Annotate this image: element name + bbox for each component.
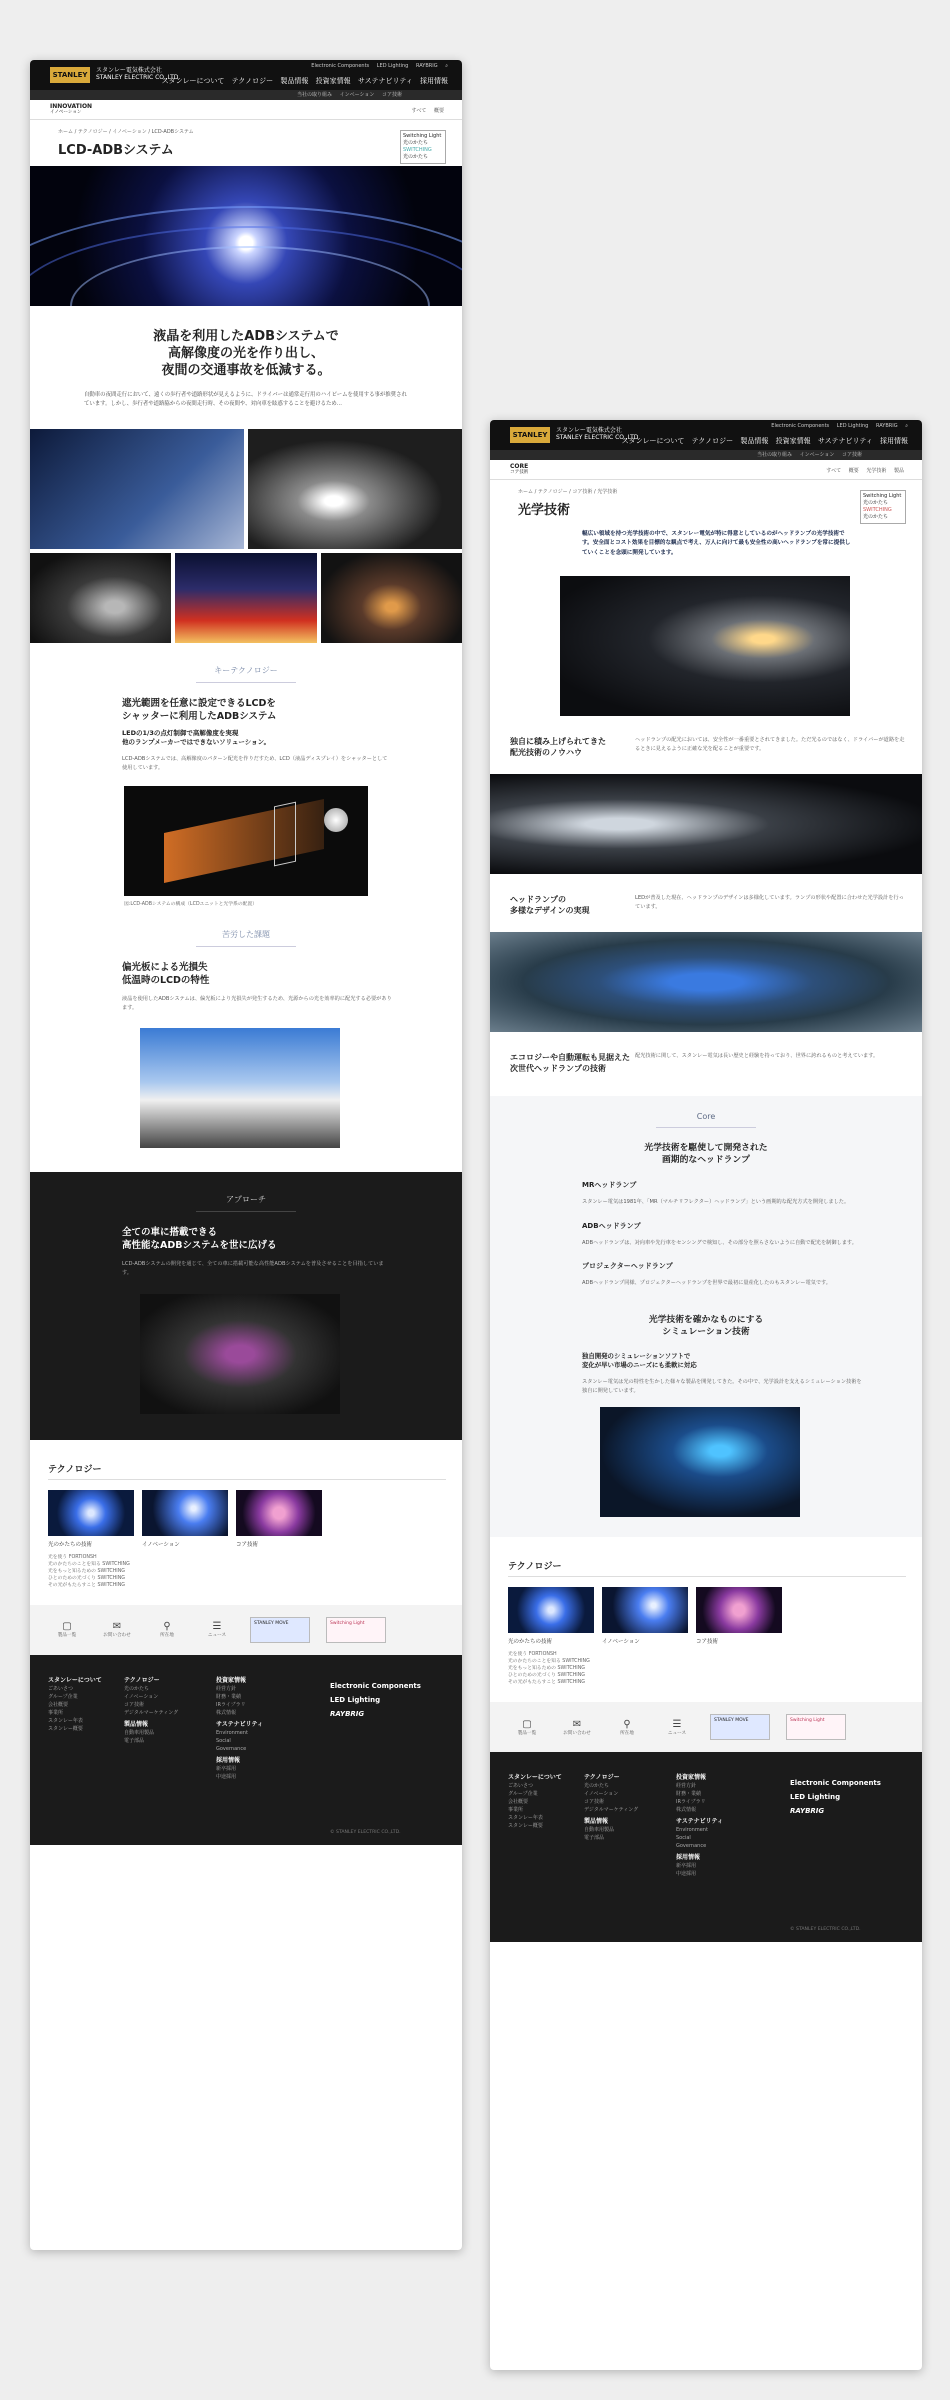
left-page: [30, 60, 462, 2250]
company-name-jp: スタンレー電気株式会社: [556, 427, 622, 434]
switching-light-box[interactable]: [860, 490, 906, 524]
box-icon: ▢: [62, 1621, 72, 1633]
footer-col-about: [48, 1673, 102, 1733]
copyright: © STANLEY ELECTRIC CO.,LTD.: [790, 1927, 861, 1933]
footer-link[interactable]: 自動車用製品: [584, 1827, 615, 1834]
footer-brands: [330, 1679, 421, 1721]
divider: [196, 1211, 296, 1212]
footer-col-about: [508, 1770, 562, 1830]
site-tabs: [820, 467, 904, 474]
section-body: 配光技術に関して、スタンレー電気は長い歴史と経験を持っており、世界に誇れるものと考えています。: [635, 1053, 879, 1060]
footer: [30, 1655, 462, 1845]
copyright: © STANLEY ELECTRIC CO.,LTD.: [330, 1829, 401, 1835]
footer-link[interactable]: Environment: [676, 1827, 708, 1834]
site-name-sub: コア技術: [510, 470, 529, 475]
products-link[interactable]: [50, 1621, 84, 1638]
company-name-jp: スタンレー電気株式会社: [96, 67, 162, 74]
core-item-text: スタンレー電気は1981年、「MR（マルチリフレクター）ヘッドランプ」という画期的な配光方式を開発しました。: [582, 1199, 850, 1206]
footer-link[interactable]: 会社概要: [48, 1701, 69, 1708]
tech-card-label: コア技術: [236, 1541, 259, 1548]
brand-link[interactable]: Electronic Components: [790, 1779, 881, 1788]
global-header: [30, 60, 462, 90]
footer-link[interactable]: 株式情報: [676, 1807, 697, 1814]
simulation-body: スタンレー電気は光の特性を生かした様々な製品を開発してきた。その中で、光学設計を支えるシミュレーション技術を独自に開発しています。: [582, 1379, 862, 1394]
sub-link[interactable]: インベーション: [799, 452, 835, 458]
tech-link[interactable]: 光のかたちのことを知る SWITCHING: [48, 1561, 130, 1567]
sub-nav: [30, 90, 462, 100]
tech-card-label: 光のかたちの技術: [48, 1541, 93, 1548]
divider: [196, 682, 296, 683]
top-link[interactable]: LED Lighting: [836, 423, 869, 429]
tech-link[interactable]: ひとのための光づくり SWITCHING: [508, 1673, 586, 1679]
contact-link[interactable]: [560, 1719, 594, 1736]
footer-link[interactable]: 財務・業績: [216, 1693, 242, 1700]
quick-links: [30, 1605, 462, 1655]
light-beam: [164, 799, 324, 883]
headline-line: 夜間の交通事故を低減する。: [161, 363, 331, 378]
lang-line: Switching Light: [403, 133, 442, 139]
site-name-title: INNOVATION: [50, 103, 93, 110]
nav-item[interactable]: 採用情報: [880, 437, 908, 445]
core-title: [490, 1142, 922, 1166]
footer-brands: [790, 1776, 881, 1818]
footer-link[interactable]: 中途採用: [676, 1871, 697, 1878]
mail-icon: ✉: [572, 1718, 582, 1730]
breadcrumb[interactable]: ホーム / テクノロジー / イノベーション / LCD-ADBシステム: [58, 129, 194, 135]
site-bar: [30, 100, 462, 120]
footer-link[interactable]: 中途採用: [216, 1773, 237, 1780]
core-item-title: MRヘッドランプ: [582, 1181, 637, 1190]
title-line: ヘッドランプの: [510, 895, 566, 905]
footer-col-ir: [676, 1770, 723, 1878]
site-name[interactable]: [50, 104, 92, 116]
section-label: アプローチ: [226, 1195, 266, 1205]
sub-link[interactable]: 当社の取り組み: [296, 92, 332, 98]
simulation-title: [490, 1314, 922, 1338]
nav-item[interactable]: サステナビリティ: [817, 437, 873, 445]
page-title: 光学技術: [518, 503, 571, 518]
site-bar: [490, 460, 922, 480]
divider: [196, 946, 296, 947]
footer-col-title[interactable]: 採用情報: [676, 1854, 701, 1862]
pedestrian-photo: [321, 553, 462, 643]
photo-grid-top: [30, 429, 462, 549]
right-page: [490, 420, 922, 2370]
lang-line: 光のかたち: [403, 140, 429, 146]
footer-link[interactable]: Social: [216, 1737, 231, 1744]
section-design: [490, 894, 922, 916]
lang-line: Switching Light: [863, 493, 902, 499]
title-line: 光学技術を確かなものにする: [648, 1315, 764, 1325]
tech-cards: [48, 1490, 462, 1548]
footer-link[interactable]: スタンレー年表: [48, 1717, 83, 1724]
brand-link[interactable]: Electronic Components: [330, 1681, 421, 1690]
nav-item[interactable]: 採用情報: [420, 77, 448, 85]
tech-link[interactable]: 光のかたちのことを知る SWITCHING: [508, 1659, 590, 1665]
stanley-move-banner[interactable]: STANLEY MOVE: [710, 1714, 770, 1740]
footer-link[interactable]: デジタルマーケティング: [124, 1709, 179, 1716]
lens: [324, 808, 348, 832]
quick-link-label: 製品一覧: [57, 1633, 77, 1639]
footer-link[interactable]: グループ企業: [48, 1693, 78, 1700]
tech-card[interactable]: [696, 1587, 782, 1645]
tech-link[interactable]: ひとのための光づくり SWITCHING: [48, 1575, 126, 1581]
challenge-body: 液晶を使用したADBシステムは、偏光板により光損失が発生するため、光源からの光を効率的に配光する必要があります。: [122, 996, 392, 1011]
company-name-en: STANLEY ELECTRIC CO.,LTD.: [96, 74, 181, 81]
footer-link[interactable]: コア技術: [124, 1701, 145, 1708]
tech-link-list: [48, 1554, 462, 1589]
tech-card-label: イノベーション: [142, 1541, 180, 1548]
tab-all[interactable]: すべて: [411, 108, 427, 114]
intro-text: 幅広い領域を持つ光学技術の中で、スタンレー電気が特に得意としているのがヘッドランプの光学技術です。安全面とコスト効果を目標的な観点で考え、万人に向けて最も安全性の高いヘッドランプを常に提供していくことを念頭に開発しています。: [582, 531, 851, 556]
diagram-caption: 図:LCD-ADBシステムの構成（LCDユニットと光学系の配置）: [124, 902, 258, 908]
tech-link-list: [508, 1651, 922, 1686]
intro-paragraph: 自動車の夜間走行において、遠くの歩行者や道路形状が見えるように、ドライバーは通常走行用のハイビームを使用する事が推奨されています。しかし、歩行者や道路脇からの夜間走行時、その夜間や、対向車を眩惑することを避けるため...: [84, 392, 407, 407]
tech-card-image: [142, 1490, 228, 1536]
nav-item[interactable]: 投資家情報: [775, 437, 811, 445]
footer-link[interactable]: 事業所: [48, 1709, 64, 1716]
challenge-title: [122, 961, 462, 987]
lang-line: 光のかたち: [863, 514, 889, 520]
quick-link-label: お問い合わせ: [103, 1633, 131, 1639]
title-line: 配光技術のノウハウ: [510, 748, 582, 758]
core-item-title: ADBヘッドランプ: [582, 1221, 641, 1230]
nav-item[interactable]: テクノロジー: [231, 77, 274, 85]
title-line: 独自に積み上げられてきた: [510, 737, 606, 747]
title-line: 全ての車に搭載できる: [122, 1227, 218, 1239]
section-label: Core: [696, 1112, 716, 1122]
quick-link-label: お問い合わせ: [563, 1730, 591, 1736]
core-item-text: ADBヘッドランプは、対向車や先行車をセンシングで検知し、その部分を照らさないように自動で配光を制御します。: [582, 1239, 857, 1246]
footer: [490, 1752, 922, 1942]
stanley-logo[interactable]: STANLEY: [510, 427, 550, 443]
footer-link[interactable]: 光のかたち: [584, 1783, 610, 1790]
nav-item[interactable]: 製品情報: [740, 437, 769, 445]
nav-item[interactable]: スタンレーについて: [621, 437, 685, 445]
sub-link[interactable]: コア技術: [841, 452, 862, 458]
divider: [508, 1576, 906, 1577]
hero-image: [30, 166, 462, 306]
section-know-how: [490, 736, 922, 758]
headline-line: 高解像度の光を作り出し、: [167, 346, 324, 361]
footer-col-title[interactable]: サステナビリティ: [216, 1720, 264, 1728]
quick-link-label: 所在地: [160, 1633, 174, 1639]
tech-card-image: [236, 1490, 322, 1536]
tech-cards: [508, 1587, 922, 1645]
footer-col-title[interactable]: 採用情報: [216, 1756, 241, 1764]
site-tabs: [405, 107, 444, 114]
tab-overview[interactable]: 概要: [848, 468, 859, 474]
divider: [656, 1127, 756, 1128]
core-item-title: プロジェクターヘッドランプ: [582, 1262, 673, 1271]
footer-col-tech: [124, 1673, 178, 1745]
subtitle-line: LEDの1/3の点灯制御で高解像度を実現: [122, 729, 239, 737]
footer-col-title[interactable]: スタンレーについて: [508, 1774, 562, 1782]
title-line: シャッターに利用したADBシステム: [122, 711, 277, 722]
tech-link[interactable]: 光をもっと知るための SWITCHING: [48, 1568, 126, 1574]
brand-link[interactable]: LED Lighting: [790, 1793, 841, 1802]
quick-link-label: 製品一覧: [517, 1730, 537, 1736]
lang-line: SWITCHING: [863, 507, 892, 513]
stanley-move-banner[interactable]: STANLEY MOVE: [250, 1617, 310, 1643]
intro-paragraph: [582, 530, 852, 558]
sub-link[interactable]: 当社の取り組み: [756, 452, 792, 458]
key-tech-body: LCD-ADBシステムでは、高解像度のパターン配光を作りだすため、LCD（液晶ディスプレイ）をシャッターとして使用しています。: [122, 756, 388, 771]
footer-col-tech: [584, 1770, 638, 1842]
top-link[interactable]: RAYBRIG: [875, 423, 898, 429]
title-line: 低温時のLCDの特性: [122, 975, 210, 987]
footer-col-title[interactable]: スタンレーについて: [48, 1676, 102, 1684]
footer-link[interactable]: 財務・業績: [676, 1791, 702, 1798]
footer-link[interactable]: 新卒採用: [676, 1863, 697, 1870]
lcd-panel: [274, 802, 296, 867]
contact-link[interactable]: [100, 1621, 134, 1638]
section-body: LEDが普及した現在、ヘッドランプのデザインは多様化しています。ランプの形状や配置に合わせた光学設計を行っています。: [635, 895, 904, 910]
footer-col-ir: [216, 1673, 263, 1781]
main-nav: [617, 436, 908, 446]
tech-heading: テクノロジー: [508, 1562, 562, 1573]
products-link[interactable]: [510, 1719, 544, 1736]
global-header: [490, 420, 922, 450]
driver-photo: [30, 429, 244, 549]
core-item-text: ADBヘッドランプ同様、プロジェクターヘッドランプを世界で最初に量産化したのもスタンレー電気です。: [582, 1280, 831, 1287]
quick-link-label: 所在地: [620, 1730, 634, 1736]
nav-item[interactable]: 製品情報: [280, 77, 309, 85]
footer-link[interactable]: 経営方針: [216, 1685, 237, 1692]
headlamp-closeup-photo: [490, 774, 922, 874]
footer-col-title[interactable]: 製品情報: [584, 1818, 609, 1826]
lcd-module-photo: [140, 1294, 340, 1414]
footer-link[interactable]: イノベーション: [124, 1693, 159, 1700]
switching-light-banner[interactable]: Switching Light: [786, 1714, 846, 1740]
divider: [48, 1479, 446, 1480]
section-label: 苦労した課題: [222, 930, 270, 940]
top-link[interactable]: LED Lighting: [376, 63, 409, 69]
tech-card[interactable]: [236, 1490, 322, 1548]
title-line: 高性能なADBシステムを世に広げる: [122, 1240, 277, 1252]
footer-link[interactable]: 事業所: [508, 1807, 524, 1814]
brand-link[interactable]: RAYBRIG: [330, 1709, 365, 1718]
tech-link[interactable]: その光がもたらすこと SWITCHING: [48, 1582, 126, 1588]
section-next-gen: [490, 1052, 922, 1074]
stanley-logo[interactable]: STANLEY: [50, 67, 90, 83]
subtitle-line: 他のランプメーカーではできないソリューション。: [122, 738, 271, 746]
headline-line: 液晶を利用したADBシステムで: [153, 329, 339, 344]
top-link[interactable]: Electronic Components: [771, 423, 830, 429]
title-line: 光学技術を駆使して開発された: [644, 1143, 768, 1154]
footer-link[interactable]: Governance: [676, 1843, 707, 1850]
headlamp-photo: [560, 576, 850, 716]
mail-icon: ✉: [112, 1621, 122, 1633]
footer-link[interactable]: Social: [676, 1835, 691, 1842]
city-photo: [175, 553, 316, 643]
footer-link[interactable]: コア技術: [584, 1799, 605, 1806]
page-title: LCD-ADBシステム: [58, 143, 174, 158]
box-icon: ▢: [522, 1718, 532, 1730]
news-icon: ☰: [672, 1718, 682, 1730]
quick-link-label: ニュース: [207, 1633, 227, 1639]
section-title: [490, 894, 635, 916]
footer-link[interactable]: 自動車用製品: [124, 1729, 155, 1736]
subtitle-line: 変化が早い市場のニーズにも柔軟に対応: [582, 1361, 697, 1369]
tech-card-label: イノベーション: [602, 1639, 640, 1646]
company-name-en: STANLEY ELECTRIC CO.,LTD.: [556, 434, 641, 441]
search-icon[interactable]: ⌕: [905, 423, 908, 429]
tech-card-label: コア技術: [696, 1639, 719, 1646]
snow-car-photo: [140, 1028, 340, 1148]
top-links: [765, 423, 908, 429]
footer-col-title[interactable]: テクノロジー: [124, 1676, 160, 1684]
footer-link[interactable]: Governance: [216, 1745, 247, 1752]
site-name-title: CORE: [510, 463, 529, 470]
tech-link[interactable]: 光をもっと知るための SWITCHING: [508, 1666, 586, 1672]
top-link[interactable]: RAYBRIG: [415, 63, 438, 69]
headline: [30, 328, 462, 379]
top-links: [305, 63, 448, 69]
top-link[interactable]: Electronic Components: [311, 63, 370, 69]
title-line: 次世代ヘッドランプの技術: [510, 1064, 606, 1074]
tech-heading: テクノロジー: [48, 1464, 102, 1475]
footer-link[interactable]: グループ企業: [508, 1791, 538, 1798]
footer-link[interactable]: スタンレー概要: [508, 1823, 543, 1830]
sub-link[interactable]: コア技術: [381, 92, 402, 98]
title-line: 多様なデザインの実現: [510, 906, 590, 916]
footer-link[interactable]: 電子部品: [584, 1835, 605, 1842]
footer-link[interactable]: 光のかたち: [124, 1685, 150, 1692]
title-line: 画期的なヘッドランプ: [662, 1155, 750, 1166]
search-icon[interactable]: ⌕: [445, 63, 448, 69]
lcd-adb-diagram: [124, 786, 368, 896]
switching-light-box[interactable]: [400, 130, 446, 164]
title-line: エコロジーや自動運転も見据えた: [510, 1053, 630, 1063]
footer-col-title[interactable]: 製品情報: [124, 1720, 149, 1728]
tab-optics[interactable]: 光学技術: [866, 468, 887, 474]
footer-col-title[interactable]: 投資家情報: [676, 1774, 707, 1782]
tech-link[interactable]: 光を使う FORTIONSH: [48, 1554, 97, 1560]
tab-all[interactable]: すべて: [826, 468, 842, 474]
section-body: ヘッドランプの配光においては、安全性が一番重要とされてきました。ただ光るのではなく、ドライバーが道路を走るときに見えるように正確な光を配ることが重要です。: [635, 737, 905, 752]
nav-item[interactable]: 投資家情報: [315, 77, 351, 85]
tab-overview[interactable]: 概要: [433, 108, 444, 114]
footer-link[interactable]: Environment: [216, 1729, 248, 1736]
footer-link[interactable]: ごあいさつ: [48, 1685, 74, 1692]
section-title: [490, 1052, 635, 1074]
approach-section: [30, 1172, 462, 1439]
footer-col-title[interactable]: テクノロジー: [584, 1774, 620, 1782]
footer-link[interactable]: イノベーション: [584, 1791, 619, 1798]
simulation-photo: [600, 1407, 800, 1517]
footer-link[interactable]: デジタルマーケティング: [584, 1807, 639, 1814]
switching-light-banner[interactable]: Switching Light: [326, 1617, 386, 1643]
lang-line: 光のかたち: [863, 500, 889, 506]
tech-card-image: [508, 1587, 594, 1633]
car-photo: [30, 553, 171, 643]
title-line: 遮光範囲を任意に設定できるLCDを: [122, 698, 276, 709]
brand-link[interactable]: RAYBRIG: [790, 1807, 825, 1816]
brand-link[interactable]: LED Lighting: [330, 1695, 381, 1704]
footer-col-title[interactable]: 投資家情報: [216, 1676, 247, 1684]
breadcrumb[interactable]: ホーム / テクノロジー / コア技術 / 光学技術: [518, 489, 618, 495]
tech-card-image: [602, 1587, 688, 1633]
quick-links: [490, 1702, 922, 1752]
tech-card-label: 光のかたちの技術: [508, 1639, 553, 1646]
tech-card[interactable]: [508, 1587, 594, 1645]
key-tech-subtitle: [122, 729, 462, 747]
crosswalk-photo: [248, 429, 462, 549]
title-line: シミュレーション技術: [662, 1327, 750, 1337]
tech-card-image: [696, 1587, 782, 1633]
footer-link[interactable]: スタンレー概要: [48, 1725, 83, 1732]
footer-link[interactable]: 新卒採用: [216, 1765, 237, 1772]
tech-card[interactable]: [602, 1587, 688, 1645]
footer-link[interactable]: 電子部品: [124, 1737, 145, 1744]
footer-col-title[interactable]: サステナビリティ: [676, 1818, 724, 1826]
footer-link[interactable]: 経営方針: [676, 1783, 697, 1790]
footer-link[interactable]: 株式情報: [216, 1709, 237, 1716]
tech-card[interactable]: [142, 1490, 228, 1548]
pin-icon: ⚲: [163, 1621, 171, 1633]
sub-nav: [490, 450, 922, 460]
tech-card-image: [48, 1490, 134, 1536]
footer-link[interactable]: 会社概要: [508, 1799, 529, 1806]
title-line: 偏光板による光損失: [122, 962, 208, 974]
sub-link[interactable]: インベーション: [339, 92, 375, 98]
nav-item[interactable]: テクノロジー: [691, 437, 734, 445]
location-link[interactable]: [610, 1719, 644, 1736]
main-nav: [157, 76, 448, 86]
tech-link[interactable]: その光がもたらすこと SWITCHING: [508, 1680, 586, 1686]
footer-link[interactable]: IRライブラリ: [676, 1799, 706, 1806]
section-label: キーテクノロジー: [214, 666, 278, 675]
approach-title: [122, 1226, 462, 1252]
tech-link[interactable]: 光を使う FORTIONSH: [508, 1652, 557, 1658]
simulation-subtitle: [582, 1352, 922, 1370]
site-name-sub: イノベーション: [50, 110, 82, 115]
footer-link[interactable]: IRライブラリ: [216, 1701, 246, 1708]
news-icon: ☰: [212, 1621, 222, 1633]
nav-item[interactable]: サステナビリティ: [357, 77, 413, 85]
news-link[interactable]: [660, 1719, 694, 1736]
pin-icon: ⚲: [623, 1718, 631, 1730]
tab-products[interactable]: 製品: [893, 468, 904, 474]
lang-line: SWITCHING: [403, 147, 432, 153]
quick-link-label: ニュース: [667, 1730, 687, 1736]
blue-car-photo: [490, 932, 922, 1032]
tech-card[interactable]: [48, 1490, 134, 1548]
footer-link[interactable]: ごあいさつ: [508, 1783, 534, 1790]
lang-line: 光のかたち: [403, 154, 429, 160]
location-link[interactable]: [150, 1621, 184, 1638]
core-section: [490, 1096, 922, 1537]
approach-body: LCD-ADBシステムの開発を通じて、全ての車に搭載可能な高性能ADBシステムを普及させることを目指しています。: [122, 1261, 384, 1276]
site-name[interactable]: [510, 464, 528, 476]
photo-grid-bottom: [30, 553, 462, 643]
footer-link[interactable]: スタンレー年表: [508, 1815, 543, 1822]
key-tech-title: [122, 697, 462, 723]
nav-item[interactable]: スタンレーについて: [161, 77, 225, 85]
news-link[interactable]: [200, 1621, 234, 1638]
section-title: [490, 736, 635, 758]
subtitle-line: 独自開発のシミュレーションソフトで: [582, 1352, 691, 1360]
